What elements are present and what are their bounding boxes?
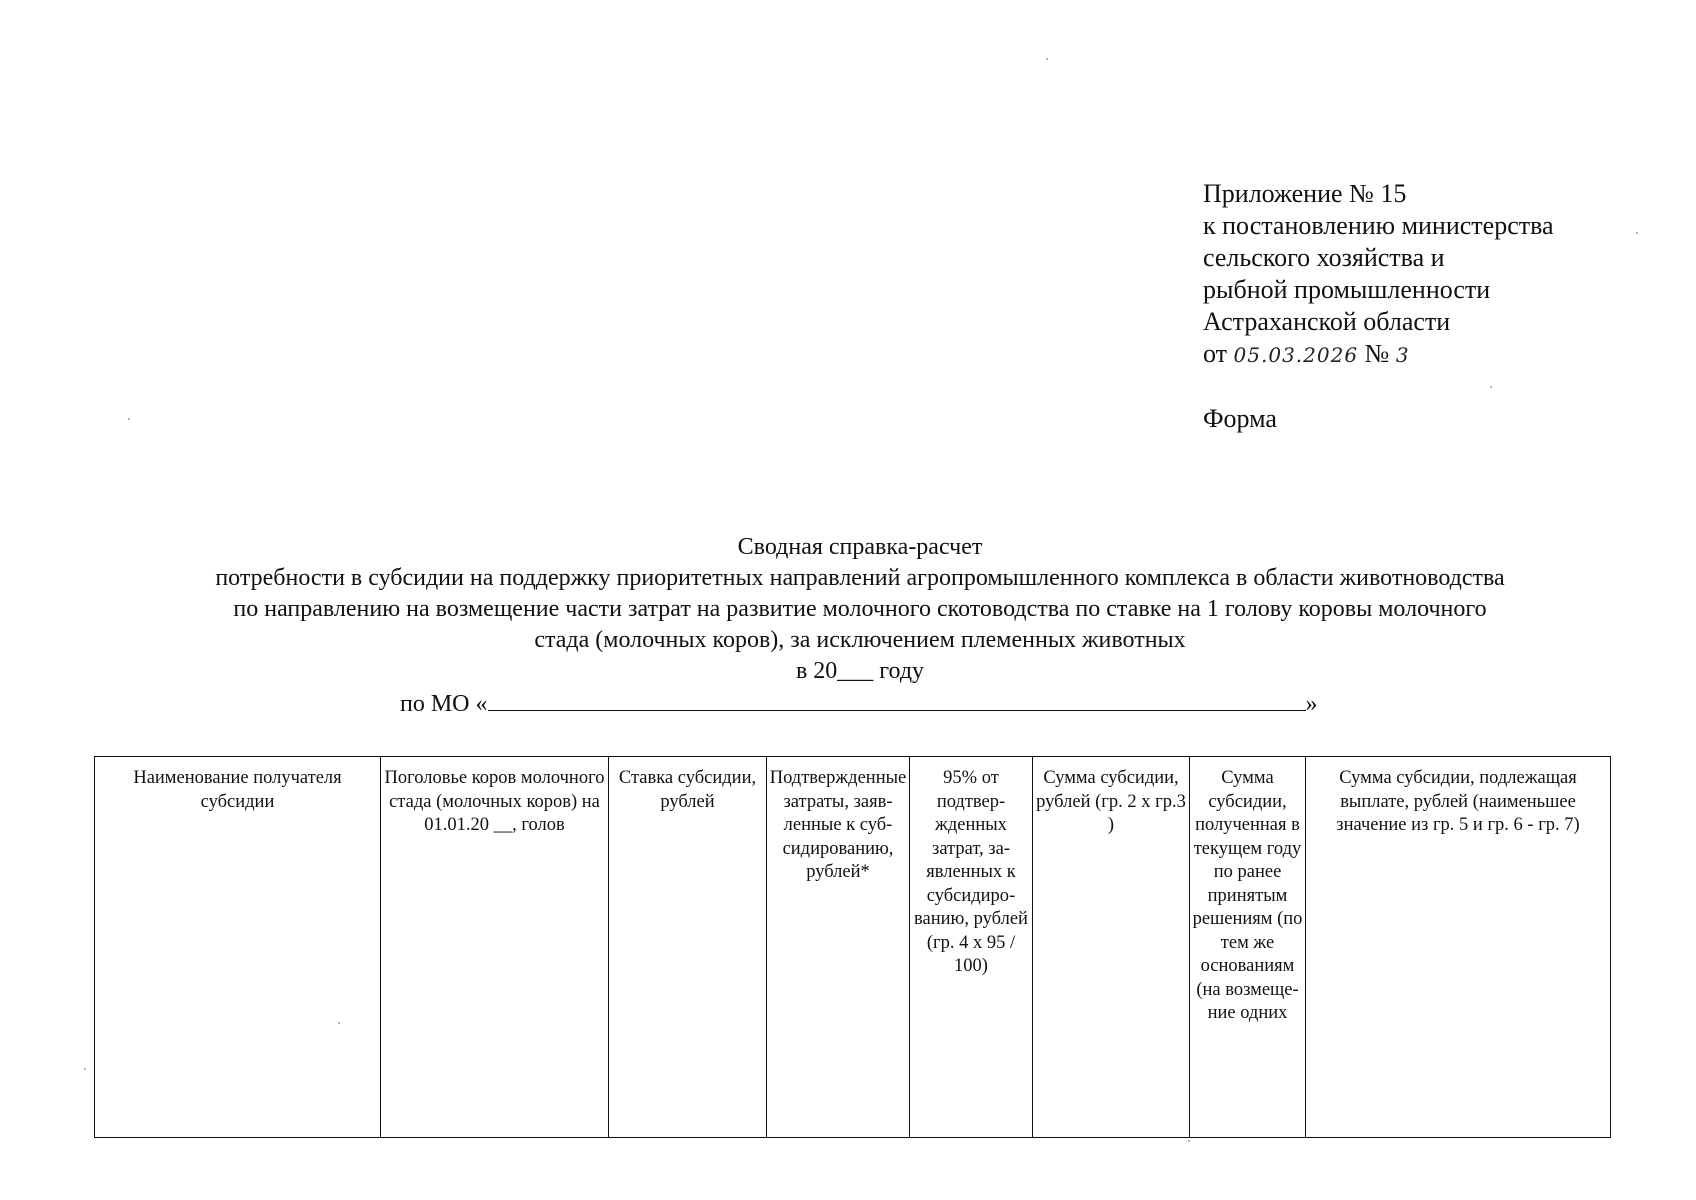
appendix-line: рыбной промышленности	[1203, 275, 1491, 304]
handwritten-date: 05.03.2026	[1233, 343, 1359, 367]
appendix-date-line	[1203, 338, 1554, 371]
handwritten-number: 3	[1395, 343, 1410, 367]
appendix-line: сельского хозяйства и	[1203, 243, 1445, 272]
header-cell-herd: Поголовье коров молочного стада (молочных коров) на 01.01.20 __, голов	[381, 757, 609, 1138]
scan-speck	[128, 418, 130, 420]
scan-speck	[338, 1022, 340, 1024]
year-line: в 20___ году	[795, 658, 925, 684]
title-line: потребности в субсидии на поддержку приоритетных направлений агропромышленного комплекса в области животноводства	[215, 565, 1505, 591]
header-cell-payable-sum: Сумма субсидии, подлежащая выплате, рублей (наименьшее значение из гр. 5 и гр. 6 - гр. 7)	[1306, 757, 1611, 1138]
appendix-line: к постановлению министерства	[1203, 211, 1554, 240]
appendix-line: Приложение № 15	[1203, 179, 1407, 208]
header-cell-95-percent: 95% от подтвержденных затрат, заявленных к субсидированию, рублей (гр. 4 х 95 / 100)	[910, 757, 1033, 1138]
date-prefix: от	[1203, 339, 1228, 368]
header-cell-rate: Ставка субсидии, рублей	[609, 757, 767, 1138]
scan-speck	[1636, 232, 1638, 234]
title-line: стада (молочных коров), за исключением племенных животных	[534, 627, 1186, 653]
header-cell-recipient: Наименование получателя субсидии	[95, 757, 381, 1138]
title-line: по направлению на возмещение части затрат на развитие молочного скотоводства по ставке на 1 голову коровы молочного	[233, 596, 1487, 622]
mo-prefix: по МО «	[400, 691, 488, 717]
appendix-line: Астраханской области	[1203, 307, 1451, 336]
header-cell-subsidy-sum: Сумма субсидии, рублей (гр. 2 х гр.3 )	[1033, 757, 1190, 1138]
appendix-block	[1203, 178, 1554, 435]
subsidy-table	[94, 756, 1611, 1138]
mo-suffix: »	[1305, 691, 1318, 717]
document-title	[110, 532, 1610, 687]
scan-speck	[1188, 1140, 1190, 1142]
form-label: Форма	[1203, 404, 1277, 433]
number-label: №	[1364, 339, 1390, 368]
header-cell-received-sum: Сумма субсидии, полученная в текущем году по ранее принятым решениям (по тем же основаниям (на возмещение одних	[1190, 757, 1306, 1138]
header-cell-confirmed-costs: Подтвержденные затраты, заявленные к субсидированию, рублей*	[767, 757, 910, 1138]
municipality-line	[400, 688, 1318, 719]
scan-speck	[1046, 58, 1048, 60]
scan-speck	[84, 1068, 86, 1070]
table-header-row	[95, 757, 1611, 1138]
title-line: Сводная справка-расчет	[737, 534, 983, 560]
scan-speck	[1490, 386, 1492, 388]
mo-blank-field[interactable]	[488, 688, 1306, 711]
